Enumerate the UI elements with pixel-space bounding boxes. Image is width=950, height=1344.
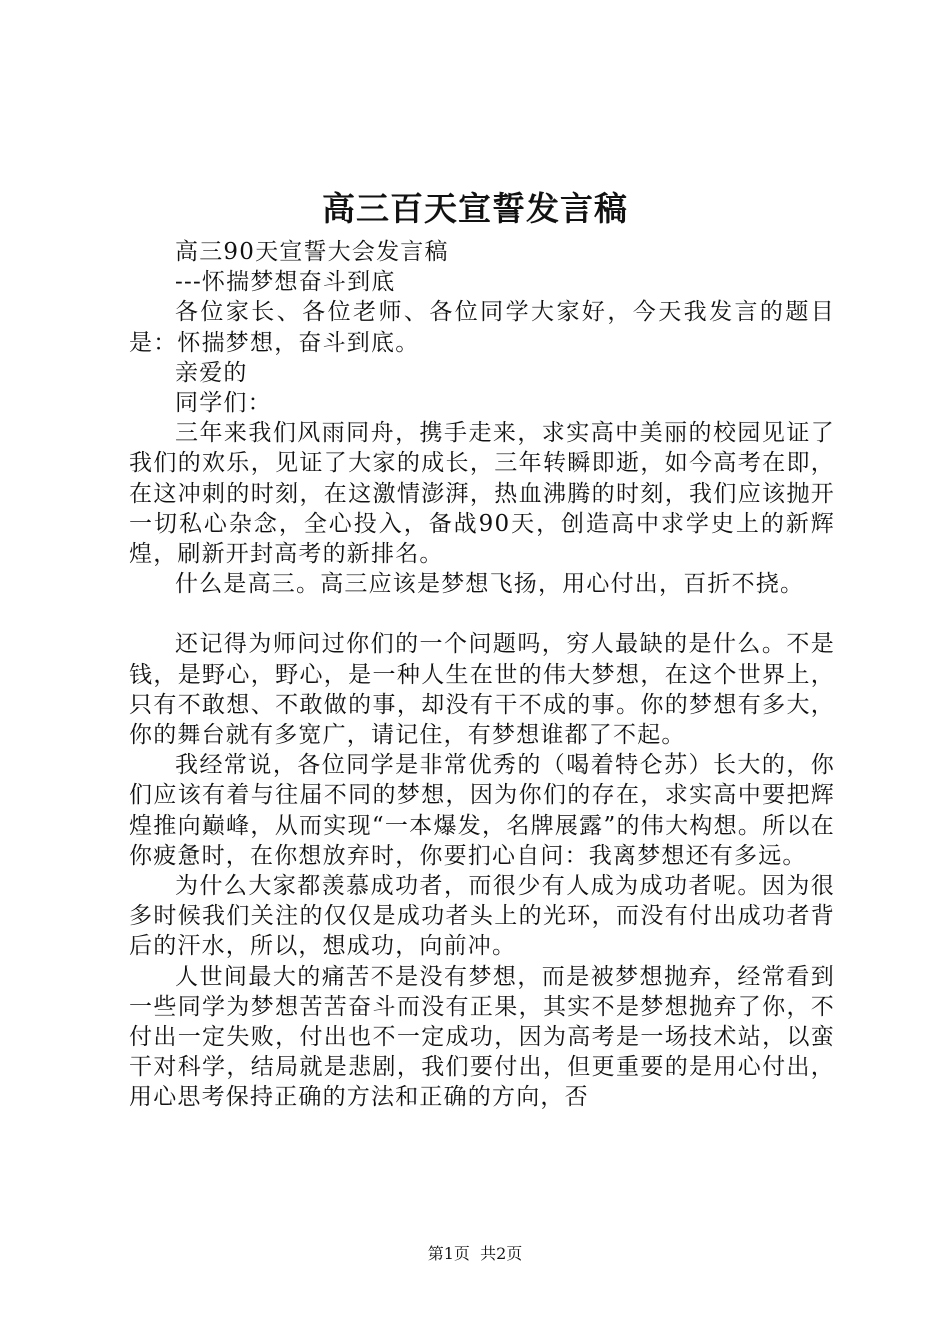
paragraph-body: 人世间最大的痛苦不是没有梦想，而是被梦想抛弃，经常看到一些同学为梦想苦苦奋斗而没有正果，其实不是梦想抛弃了你，不付出一定失败，付出也不一定成功，因为高考是一场技术站，以蛮干对科学，结局就是悲剧，我们要付出，但更重要的是用心付出，用心思考保持正确的方法和正确的方向，否 [129,963,835,1111]
paragraph-body: 为什么大家都羡慕成功者，而很少有人成为成功者呢。因为很多时候我们关注的仅仅是成功者头上的光环，而没有付出成功者背后的汗水，所以，想成功，向前冲。 [129,873,835,960]
paragraph-tagline: ---怀揣梦想奋斗到底 [175,269,396,296]
paragraph-salutation-2: 同学们： [175,390,272,417]
page-number-footer: 第1页 共2页 [427,1244,523,1263]
document-body [129,237,835,1113]
paragraph-body: 还记得为师问过你们的一个问题吗，穷人最缺的是什么。不是钱，是野心，野心，是一种人生在世的伟大梦想，在这个世界上，只有不敢想、不敢做的事，却没有干不成的事。你的梦想有多大，你的舞台就有多宽广，请记住，有梦想谁都了不起。 [129,631,835,749]
paragraph-subtitle: 高三90天宣誓大会发言稿 [175,239,449,265]
paragraph-spacer [129,599,835,629]
paragraph-greeting: 各位家长、各位老师、各位同学大家好，今天我发言的题目是：怀揣梦想，奋斗到底。 [129,299,835,356]
paragraph-salutation-1: 亲爱的 [175,359,248,386]
document-title: 高三百天宣誓发言稿 [322,189,628,228]
paragraph-body: 三年来我们风雨同舟，携手走来，求实高中美丽的校园见证了我们的欢乐，见证了大家的成长，三年转瞬即逝，如今高考在即，在这冲刺的时刻，在这激情澎湃，热血沸腾的时刻，我们应该抛开一切私心杂念，全心投入，备战90天，创造高中求学史上的新辉煌，刷新开封高考的新排名。 [129,420,835,568]
paragraph-body: 什么是高三。高三应该是梦想飞扬，用心付出，百折不挠。 [175,571,805,598]
paragraph-body: 我经常说，各位同学是非常优秀的（喝着特仑苏）长大的，你们应该有着与往届不同的梦想，因为你们的存在，求实高中要把辉煌推向巅峰，从而实现“一本爆发，名牌展露”的伟大构想。所以在你疲惫时，在你想放弃时，你要扪心自问：我离梦想还有多远。 [129,752,835,869]
